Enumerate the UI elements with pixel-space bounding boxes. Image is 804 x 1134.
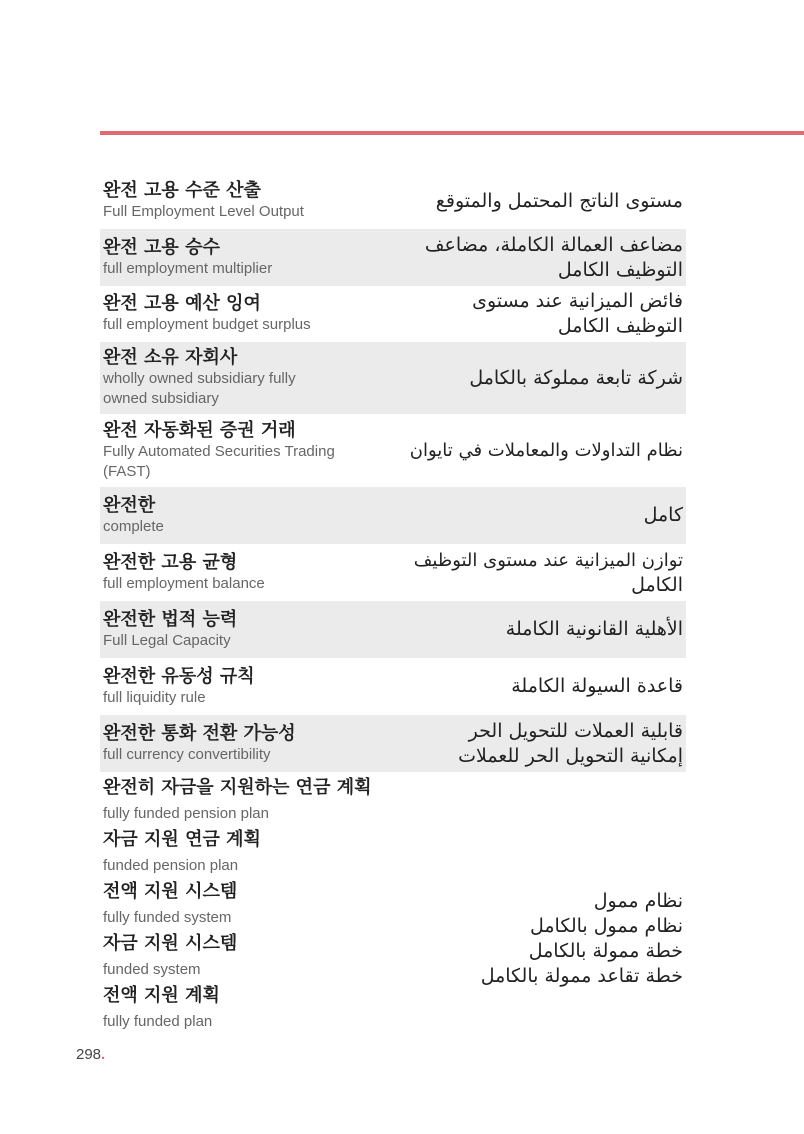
- glossary-list: [100, 173, 686, 1036]
- english-term: fully funded pension plan: [103, 805, 269, 822]
- arabic-line: كامل: [643, 504, 683, 526]
- arabic-line: خطة ممولة بالكامل: [528, 940, 683, 962]
- english-term: full employment balance: [103, 574, 265, 592]
- entry-terms: [103, 666, 358, 708]
- arabic-line: مضاعف العمالة الكاملة، مضاعف: [424, 233, 683, 256]
- korean-term: 전액 지원 계획: [103, 985, 220, 1006]
- entry-terms: [103, 237, 358, 279]
- korean-term: 완전 고용 수준 산출: [103, 180, 261, 201]
- glossary-entry: [100, 342, 686, 414]
- arabic-line: التوظيف الكامل: [557, 258, 683, 281]
- arabic-term: [358, 233, 683, 283]
- page-number: [76, 1046, 105, 1063]
- english-term: Full Legal Capacity: [103, 631, 231, 649]
- entry-terms: [103, 495, 358, 537]
- arabic-line: توازن الميزانية عند مستوى التوظيف: [413, 549, 683, 571]
- english-term: complete: [103, 517, 164, 535]
- glossary-entry: [100, 286, 686, 342]
- arabic-line: الأهلية القانونية الكاملة: [505, 618, 683, 640]
- glossary-entry: [100, 715, 686, 772]
- page-number-value: 298: [76, 1046, 102, 1063]
- arabic-term: [358, 617, 683, 642]
- glossary-entry: [100, 487, 686, 544]
- arabic-line: نظام ممول: [593, 890, 683, 912]
- arabic-line: نظام ممول بالكامل: [529, 915, 683, 937]
- glossary-entry: [100, 601, 686, 658]
- korean-term: 완전 소유 자회사: [103, 347, 238, 368]
- entry-terms: [103, 180, 358, 222]
- korean-term: 자금 지원 시스템: [103, 933, 238, 954]
- entry-terms: [103, 609, 358, 651]
- english-term: full currency convertibility: [103, 745, 271, 763]
- english-term: full employment multiplier: [103, 259, 273, 277]
- korean-term: 완전한 고용 균형: [103, 551, 238, 573]
- korean-term: 자금 지원 연금 계획: [103, 829, 261, 850]
- page-number-dot: .: [101, 1046, 106, 1063]
- arabic-term: [358, 548, 683, 598]
- english-term: Full Employment Level Output: [103, 203, 304, 220]
- glossary-entry: [100, 658, 686, 715]
- entry-terms: [103, 347, 358, 409]
- arabic-line: مستوى الناتج المحتمل والمتوقع: [435, 189, 683, 212]
- arabic-term: [358, 674, 683, 699]
- glossary-entry: [100, 414, 686, 487]
- korean-term: 완전한: [103, 494, 156, 516]
- arabic-line: قابلية العملات للتحويل الحر: [468, 719, 683, 742]
- arabic-term: [358, 503, 683, 528]
- arabic-line: شركة تابعة مملوكة بالكامل: [469, 366, 683, 389]
- arabic-line: قاعدة السيولة الكاملة: [511, 675, 683, 697]
- english-term: funded pension plan: [103, 857, 239, 874]
- arabic-line: التوظيف الكامل: [557, 315, 683, 337]
- arabic-term: [358, 438, 683, 463]
- korean-term: 완전히 자금을 지원하는 연금 계획: [103, 777, 372, 798]
- entry-terms: [103, 723, 358, 765]
- arabic-term: [358, 189, 683, 214]
- english-term: full liquidity rule: [103, 688, 206, 706]
- arabic-term: [358, 366, 683, 391]
- english-term: fully funded plan: [103, 1013, 213, 1030]
- entry-terms: [103, 293, 358, 335]
- korean-term: 완전 고용 승수: [103, 236, 220, 258]
- arabic-term: [358, 719, 683, 769]
- arabic-line: فائض الميزانية عند مستوى: [472, 290, 683, 312]
- glossary-group-entry: [100, 772, 686, 1036]
- arabic-line: إمكانية التحويل الحر للعملات: [458, 744, 683, 767]
- glossary-entry: [100, 229, 686, 286]
- english-term: wholly owned subsidiary fully owned subsidiary: [103, 370, 296, 407]
- glossary-entry: [100, 544, 686, 601]
- arabic-term-block: [403, 819, 683, 989]
- korean-term: 완전한 통화 전환 가능성: [103, 722, 296, 744]
- arabic-term: [358, 289, 683, 339]
- group-terms: [103, 774, 403, 1034]
- english-term: Fully Automated Securities Trading (FAST): [103, 442, 335, 480]
- korean-term: 완전한 유동성 규칙: [103, 665, 255, 687]
- korean-term: 완전 자동화된 증권 거래: [103, 419, 296, 441]
- top-accent-rule: [100, 131, 804, 135]
- arabic-line: نظام التداولات والمعاملات في تايوان: [409, 440, 683, 461]
- korean-term: 완전한 법적 능력: [103, 608, 238, 630]
- glossary-entry: [100, 173, 686, 229]
- english-term: full employment budget surplus: [103, 316, 311, 333]
- english-term: fully funded system: [103, 909, 232, 926]
- entry-terms: [103, 420, 358, 482]
- english-term: funded system: [103, 961, 201, 978]
- arabic-line: الكامل: [631, 573, 683, 596]
- korean-term: 완전 고용 예산 잉여: [103, 293, 261, 314]
- korean-term: 전액 지원 시스템: [103, 881, 238, 902]
- entry-terms: [103, 552, 358, 594]
- arabic-line: خطة تقاعد ممولة بالكامل: [480, 965, 683, 987]
